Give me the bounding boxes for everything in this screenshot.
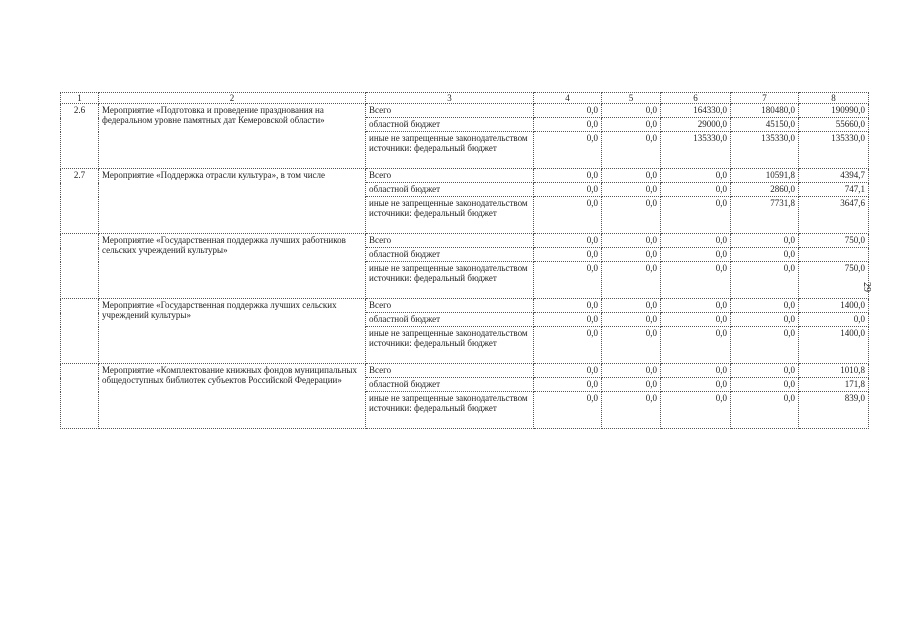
value-cell: 0,0 — [661, 327, 731, 364]
activity-name: Мероприятие «Подготовка и проведение празднования на федеральном уровне памятных дат Кемеровской области» — [99, 104, 366, 169]
value-cell: 1400,0 — [799, 299, 869, 313]
funding-source: иные не запрещенные законодательством источники: федеральный бюджет — [366, 327, 534, 364]
column-header: 1 — [61, 93, 99, 104]
value-cell: 0,0 — [534, 392, 602, 429]
funding-source: иные не запрещенные законодательством источники: федеральный бюджет — [366, 197, 534, 234]
value-cell: 0,0 — [661, 299, 731, 313]
item-number: 2.7 — [61, 169, 99, 234]
funding-source: областной бюджет — [366, 378, 534, 392]
value-cell: 4394,7 — [799, 169, 869, 183]
funding-source: областной бюджет — [366, 313, 534, 327]
value-cell: 0,0 — [602, 183, 661, 197]
column-header: 6 — [661, 93, 731, 104]
value-cell: 0,0 — [534, 104, 602, 118]
column-header: 7 — [731, 93, 799, 104]
value-cell: 0,0 — [534, 364, 602, 378]
activity-name: Мероприятие «Государственная поддержка лучших работников сельских учреждений культуры» — [99, 234, 366, 299]
value-cell: 0,0 — [602, 378, 661, 392]
value-cell: 55660,0 — [799, 118, 869, 132]
activity-name: Мероприятие «Поддержка отрасли культура», в том числе — [99, 169, 366, 234]
value-cell: 29000,0 — [661, 118, 731, 132]
value-cell: 750,0 — [799, 234, 869, 248]
value-cell: 1400,0 — [799, 327, 869, 364]
value-cell: 0,0 — [534, 169, 602, 183]
item-number — [61, 364, 99, 429]
funding-source: Всего — [366, 234, 534, 248]
funding-source: областной бюджет — [366, 118, 534, 132]
value-cell: 0,0 — [602, 313, 661, 327]
value-cell: 0,0 — [731, 248, 799, 262]
value-cell: 0,0 — [661, 248, 731, 262]
value-cell: 0,0 — [534, 248, 602, 262]
value-cell: 0,0 — [534, 327, 602, 364]
value-cell: 0,0 — [731, 327, 799, 364]
table-body — [61, 104, 869, 429]
value-cell: 0,0 — [534, 299, 602, 313]
funding-source: Всего — [366, 299, 534, 313]
value-cell: 0,0 — [731, 313, 799, 327]
funding-source: областной бюджет — [366, 248, 534, 262]
value-cell: 0,0 — [602, 132, 661, 169]
funding-source: Всего — [366, 364, 534, 378]
value-cell: 0,0 — [534, 183, 602, 197]
funding-source: областной бюджет — [366, 183, 534, 197]
value-cell: 45150,0 — [731, 118, 799, 132]
table-row — [61, 299, 869, 313]
column-header: 2 — [99, 93, 366, 104]
value-cell: 0,0 — [661, 234, 731, 248]
budget-table — [60, 92, 869, 429]
value-cell: 0,0 — [602, 169, 661, 183]
value-cell: 2860,0 — [731, 183, 799, 197]
value-cell: 0,0 — [602, 262, 661, 299]
value-cell: 0,0 — [731, 262, 799, 299]
value-cell: 135330,0 — [799, 132, 869, 169]
value-cell: 0,0 — [534, 118, 602, 132]
value-cell: 7731,8 — [731, 197, 799, 234]
value-cell: 0,0 — [602, 234, 661, 248]
value-cell: 0,0 — [534, 262, 602, 299]
header-row — [61, 93, 869, 104]
funding-source: иные не запрещенные законодательством источники: федеральный бюджет — [366, 262, 534, 299]
value-cell: 0,0 — [534, 313, 602, 327]
value-cell: 0,0 — [602, 118, 661, 132]
column-header: 8 — [799, 93, 869, 104]
value-cell: 0,0 — [661, 392, 731, 429]
activity-name: Мероприятие «Комплектование книжных фондов муниципальных общедоступных библиотек субъектов Российской Федерации» — [99, 364, 366, 429]
value-cell: 0,0 — [602, 299, 661, 313]
value-cell: 0,0 — [534, 197, 602, 234]
column-header: 4 — [534, 93, 602, 104]
item-number — [61, 299, 99, 364]
value-cell: 0,0 — [602, 197, 661, 234]
value-cell: 190990,0 — [799, 104, 869, 118]
value-cell: 750,0 — [799, 262, 869, 299]
column-header: 5 — [602, 93, 661, 104]
page-number: 29 — [861, 282, 872, 292]
value-cell: 0,0 — [661, 262, 731, 299]
value-cell: 747,1 — [799, 183, 869, 197]
value-cell: 164330,0 — [661, 104, 731, 118]
item-number: 2.6 — [61, 104, 99, 169]
value-cell: 135330,0 — [731, 132, 799, 169]
value-cell: 0,0 — [661, 313, 731, 327]
value-cell: 0,0 — [602, 327, 661, 364]
value-cell: 0,0 — [661, 183, 731, 197]
column-header: 3 — [366, 93, 534, 104]
value-cell: 0,0 — [731, 299, 799, 313]
value-cell: 0,0 — [661, 378, 731, 392]
table-header — [61, 93, 869, 104]
value-cell: 0,0 — [661, 169, 731, 183]
value-cell: 180480,0 — [731, 104, 799, 118]
value-cell: 171,8 — [799, 378, 869, 392]
value-cell: 0,0 — [534, 378, 602, 392]
table-row — [61, 364, 869, 378]
value-cell: 0,0 — [799, 313, 869, 327]
item-number — [61, 234, 99, 299]
value-cell: 0,0 — [534, 132, 602, 169]
value-cell: 0,0 — [602, 104, 661, 118]
value-cell: 0,0 — [731, 364, 799, 378]
value-cell: 0,0 — [534, 234, 602, 248]
value-cell: 0,0 — [661, 197, 731, 234]
value-cell: 10591,8 — [731, 169, 799, 183]
value-cell: 3647,6 — [799, 197, 869, 234]
value-cell: 0,0 — [602, 364, 661, 378]
value-cell: 0,0 — [731, 378, 799, 392]
value-cell: 0,0 — [731, 392, 799, 429]
activity-name: Мероприятие «Государственная поддержка лучших сельских учреждений культуры» — [99, 299, 366, 364]
funding-source: иные не запрещенные законодательством источники: федеральный бюджет — [366, 132, 534, 169]
funding-source: Всего — [366, 104, 534, 118]
table-row — [61, 104, 869, 118]
value-cell: 1010,8 — [799, 364, 869, 378]
funding-source: Всего — [366, 169, 534, 183]
value-cell: 0,0 — [602, 392, 661, 429]
value-cell: 0,0 — [731, 234, 799, 248]
value-cell — [799, 248, 869, 262]
value-cell: 839,0 — [799, 392, 869, 429]
value-cell: 0,0 — [602, 248, 661, 262]
table-row — [61, 234, 869, 248]
value-cell: 135330,0 — [661, 132, 731, 169]
funding-source: иные не запрещенные законодательством источники: федеральный бюджет — [366, 392, 534, 429]
value-cell: 0,0 — [661, 364, 731, 378]
table-row — [61, 169, 869, 183]
